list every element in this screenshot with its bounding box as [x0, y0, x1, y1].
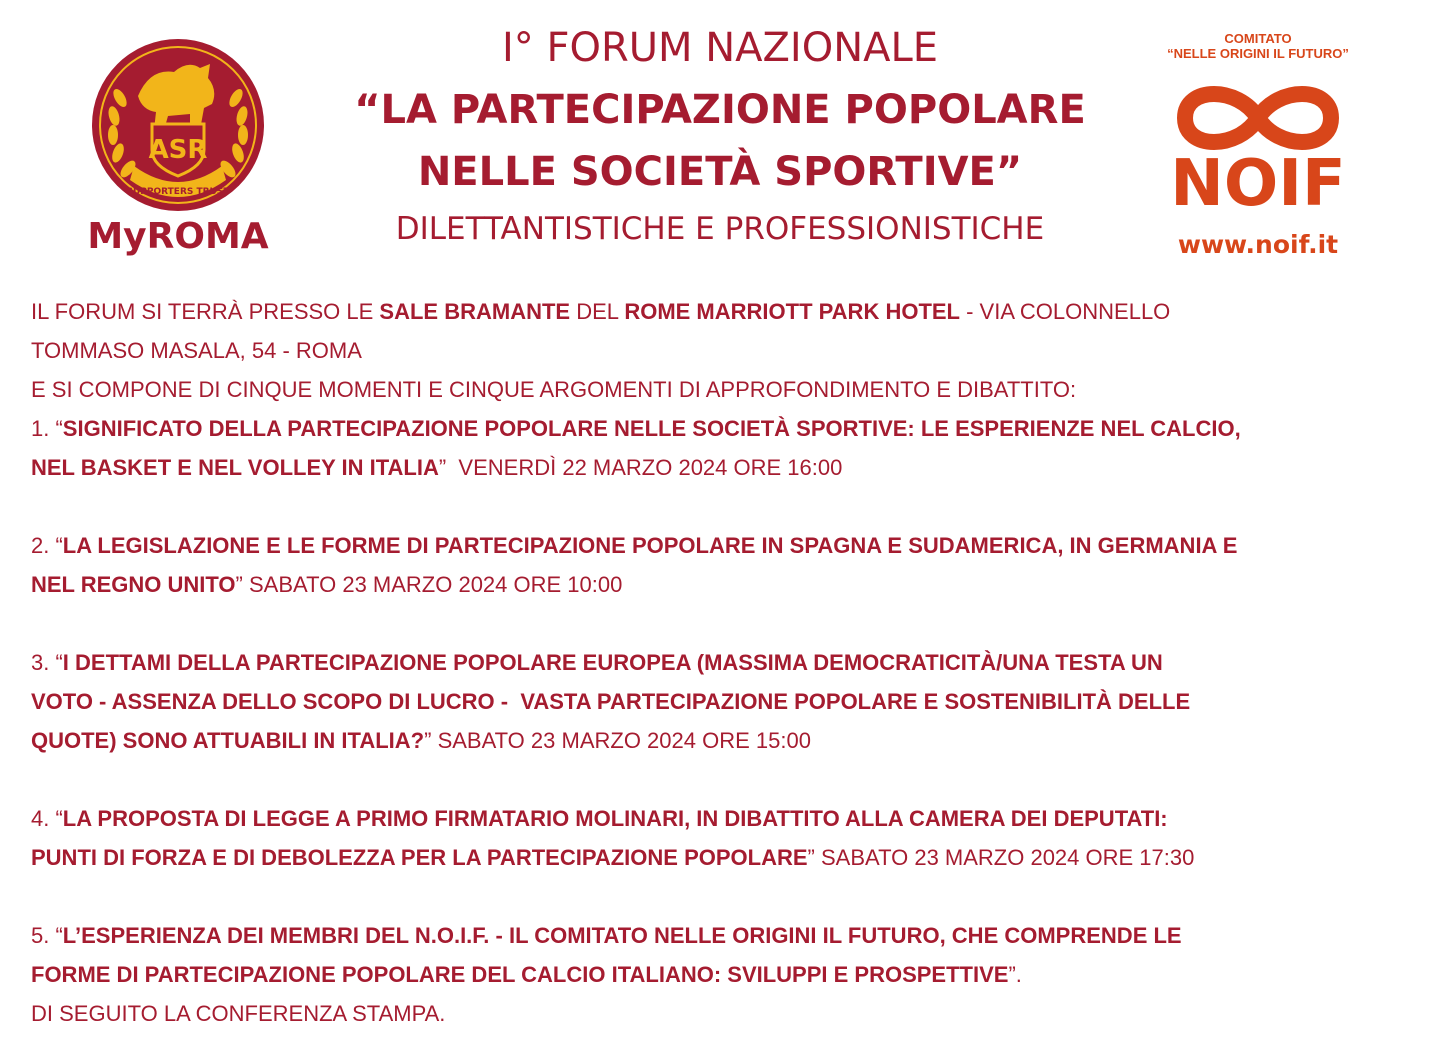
item-datetime: SABATO 23 MARZO 2024 ORE 15:00 [437, 728, 811, 753]
item-quote-close: ” [438, 455, 459, 480]
intro-line-1 [31, 292, 1416, 331]
item-datetime: VENERDÌ 22 MARZO 2024 ORE 16:00 [458, 455, 843, 480]
infinity-icon [1163, 78, 1353, 158]
item-topic: I DETTAMI DELLA PARTECIPAZIONE POPOLARE EUROPEA (MASSIMA DEMOCRATICITÀ/UNA TESTA UN [62, 650, 1163, 675]
item-topic: FORME DI PARTECIPAZIONE POPOLARE DEL CALCIO ITALIANO: SVILUPPI E PROSPETTIVE [31, 962, 1009, 987]
intro-text-a: IL FORUM SI TERRÀ PRESSO LE [31, 299, 380, 324]
forum-title [320, 22, 1120, 245]
intro-text-c: DEL [570, 299, 625, 324]
item-topic: LA PROPOSTA DI LEGGE A PRIMO FIRMATARIO MOLINARI, IN DIBATTITO ALLA CAMERA DEI DEPUTATI: [62, 806, 1168, 831]
noif-logo [1148, 32, 1368, 262]
comitato-motto: “NELLE ORIGINI IL FUTURO” [1167, 45, 1349, 61]
title-line-4: DILETTANTISTICHE E PROFESSIONISTICHE [395, 211, 1045, 247]
program-item-2 [31, 526, 1416, 565]
item-quote-close: ” [807, 845, 821, 870]
noif-name: NOIF [1170, 147, 1346, 221]
item-number: 4. “ [31, 806, 63, 831]
item-topic: LA LEGISLAZIONE E LE FORME DI PARTECIPAZIONE POPOLARE IN SPAGNA E SUDAMERICA, IN GERMANIA E [62, 533, 1238, 558]
item-topic: VOTO - ASSENZA DELLO SCOPO DI LUCRO - VASTA PARTECIPAZIONE POPOLARE E SOSTENIBILITÀ DELLE [31, 689, 1191, 714]
item-topic: NEL REGNO UNITO [31, 572, 236, 597]
myroma-name: MyROMA [87, 216, 269, 257]
item-quote-close: ”. [1008, 962, 1022, 987]
emblem-text: ASR [148, 135, 208, 165]
item-datetime: SABATO 23 MARZO 2024 ORE 17:30 [821, 845, 1195, 870]
item-number: 3. “ [31, 650, 63, 675]
intro-line-3: E SI COMPONE DI CINQUE MOMENTI E CINQUE ARGOMENTI DI APPROFONDIMENTO E DIBATTITO: [31, 377, 1077, 402]
ribbon-text: SUPPORTERS TRUST [126, 187, 230, 197]
item-topic: PUNTI DI FORZA E DI DEBOLEZZA PER LA PARTECIPAZIONE POPOLARE [31, 845, 808, 870]
item-number: 5. “ [31, 923, 63, 948]
title-line-3: NELLE SOCIETÀ SPORTIVE” [417, 149, 1023, 195]
item-quote-close: ” [235, 572, 249, 597]
title-line-2: “LA PARTECIPAZIONE POPOLARE [354, 87, 1086, 133]
program-item-1 [31, 409, 1416, 448]
venue-hotel: ROME MARRIOTT PARK HOTEL [624, 299, 960, 324]
closing-line: DI SEGUITO LA CONFERENZA STAMPA. [31, 1001, 446, 1026]
program-item-1-cont [31, 448, 1416, 487]
comitato-label: COMITATO [1224, 31, 1292, 46]
program-item-3-cont2 [31, 721, 1416, 760]
item-topic: QUOTE) SONO ATTUABILI IN ITALIA? [31, 728, 425, 753]
item-topic: L’ESPERIENZA DEI MEMBRI DEL N.O.I.F. - IL COMITATO NELLE ORIGINI IL FUTURO, CHE COMPRENDE LE [62, 923, 1182, 948]
item-number: 2. “ [31, 533, 63, 558]
header [0, 0, 1440, 290]
program-item-2-cont [31, 565, 1416, 604]
title-line-1: I° FORUM NAZIONALE [501, 25, 939, 71]
item-quote-close: ” [424, 728, 438, 753]
asr-emblem-icon [78, 38, 278, 213]
program-item-5-cont [31, 955, 1416, 994]
intro-line-2: TOMMASO MASALA, 54 - ROMA [31, 338, 362, 363]
program-item-4 [31, 799, 1416, 838]
program-item-3 [31, 643, 1416, 682]
item-topic: NEL BASKET E NEL VOLLEY IN ITALIA [31, 455, 439, 480]
intro-text-e: - VIA COLONNELLO [960, 299, 1171, 324]
myroma-logo [78, 38, 278, 268]
program-item-4-cont [31, 838, 1416, 877]
forum-program [31, 292, 1416, 1033]
program-item-3-cont [31, 682, 1416, 721]
venue-room: SALE BRAMANTE [379, 299, 571, 324]
program-item-5 [31, 916, 1416, 955]
noif-url: www.noif.it [1177, 230, 1339, 259]
item-number: 1. “ [31, 416, 63, 441]
item-datetime: SABATO 23 MARZO 2024 ORE 10:00 [249, 572, 623, 597]
item-topic: SIGNIFICATO DELLA PARTECIPAZIONE POPOLARE NELLE SOCIETÀ SPORTIVE: LE ESPERIENZE NEL CALCIO, [62, 416, 1241, 441]
